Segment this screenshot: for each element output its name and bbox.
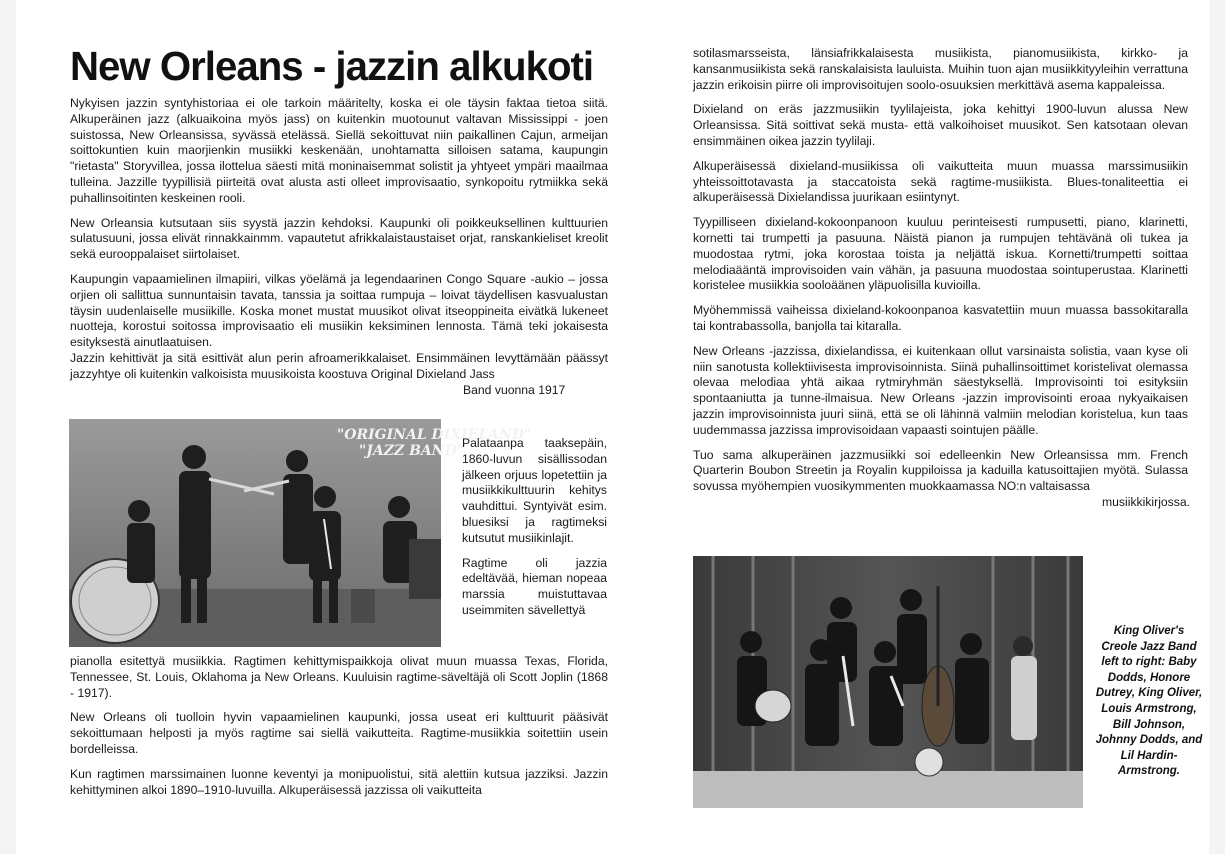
photo-caption-line-1: "ORIGINAL DIXIELAND"	[337, 427, 532, 443]
photo-king-oliver-band	[693, 556, 1083, 808]
paragraph-influences: sotilasmarsseista, länsiafrikkalaisesta musiikista, pianomusiikista, kirkko- ja kansanmusiikista sekä ranskalaisista lauluista. Muihin tuon ajan musiikkityyleihin verrattuna jazzin erikoisin piirre oli improvisoitujen soolo-osuuksien merkittävä asema kappaleissa.	[693, 46, 1188, 92]
photo-caption-king-oliver: King Oliver's Creole Jazz Band left to right: Baby Dodds, Honore Dutrey, King Oliver, Louis Armstrong, Bill Johnson, Johnny Dodds, and Lil Hardin-Armstrong.	[1095, 625, 1203, 778]
paragraph-ragtime-start: Ragtime oli jazzia edeltävää, hieman nopeaa marssia muistuttavaa useimmiten sävellettyä	[462, 555, 607, 617]
page-title: New Orleans - jazzin alkukoti	[70, 43, 594, 89]
photo-caption-line-2: "JAZZ BAND"	[359, 443, 465, 459]
paragraph-intro: Nykyisen jazzin syntyhistoriaa ei ole tarkoin määritelty, koska ei ole täysin faktaa tietoa siitä. Alkuperäinen jazz (alkuaikoina myös jass) on kuitenkin muotounut valtavan Mississippi - joen suistossa, New Orleansissa, syvässä etelässä. Siellä sekoittuvat niin paikallinen Cajun, armeijan soittokuntien kuin maorjienkin musiikki keskenään, unohtamatta silloisen satama, kaupungin "rietasta" Storyvillea, jossa ilottelua säesti mitä moninaisemmat solistit ja yhtyeet ympäri maailmaa tulleina. Jazzille tyypillisiä piirteitä ovat alusta asti olleet improvisaatio, synkopoitu rytmiikka sekä puhallinsoitinten keskeinen rooli.	[70, 96, 608, 205]
paragraph-civil-war: Palataanpa taaksepäin, 1860-luvun sisällissodan jälkeen orjuus lopetettiin ja musiikkikulttuurin kehitys vauhdittui. Syntyivät esim. bluesiksi ja ragtimeksi kutsutut musiikinlajit.	[462, 436, 607, 545]
left-column	[70, 42, 608, 398]
paragraph-liberal-city: New Orleans oli tuolloin hyvin vapaamielinen kaupunki, jossa useat eri kulttuurit pääsivät sekoittumaan helposti ja myös ragtime sai siellä vaikutteita. Ragtime-musiikkia soitettiin usein bordelleissa.	[70, 710, 608, 756]
paragraph-dixieland-influences: Alkuperäisessä dixieland-musiikissa oli vaikutteita muun muassa marssimusiikin yhteissoittotavasta ja staccatoista sekä ragtime-musiikista. Blues-tonaliteettia ei alkuperäisessä Dixielandissa juurikaan esiintynyt.	[693, 158, 1188, 205]
paragraph-cradle: New Orleansia kutsutaan siis syystä jazzin kehdoksi. Kaupunki oli poikkeuksellinen kulttuurien sulatusuuni, jossa elivät rinnakkainmm. vapautetut afrikkalaistaustaiset orjat, ranskankieliset kreolit sekä eurooppalaiset siirtolaiset.	[70, 215, 608, 262]
paragraph-later-phases: Myöhemmissä vaiheissa dixieland-kokoonpanoa kasvatettiin muun muassa bassokitaralla tai kontrabassolla, banjolla tai kitaralla.	[693, 303, 1188, 333]
paragraph-ragtime: pianolla esitettyä musiikkia. Ragtimen kehittymispaikkoja olivat muun muassa Texas, Florida, Tennessee, St. Louis, Oklahoma ja New Orleans. Kuuluisin ragtime-säveltäjä oli Scott Joplin (1868 - 1917).	[70, 654, 608, 700]
paragraph-ensemble: Tyypilliseen dixieland-kokoonpanoon kuuluu perinteisesti rumpusetti, piano, klarinetti, kornetti tai trumpetti ja pasuuna. Näistä pianon ja rumpujen tehtävänä oli tukea ja muodostaa rytmi, joka korostaa toista ja neljättä iskua. Kornetti/trumpetti soittaa melodiaääntä improvisoiden vain vähän, ja pasuuna muodostaa sointuperustaa. Klarinetti koristelee musiikkia sooloäänen yläpuolisilla kuvioilla.	[693, 215, 1188, 293]
paragraph-jazz-origin: Kun ragtimen marssimainen luonne keventyi ja monipuolistui, sitä alettiin kutsua jazziksi. Jazzin kehittyminen alkoi 1890–1910-luvuilla. Alkuperäisessä jazzissa oli vaikutteita	[70, 766, 608, 797]
left-column-bottom	[70, 654, 608, 807]
paragraph-collective-improvisation: New Orleans -jazzissa, dixielandissa, ei kuitenkaan ollut varsinaista solistia, vaan kyse oli niin sanotusta kollektiivisesta improvisoinnista. Siinä puhallinsoittimet koristelivat olemassa olevaa melodiaa yhtä aikaa rytmiryhmän säestyksellä. Improvisointi toi esityksiin spontaaniutta ja tunne-ilmaisua. New Orleans -jazzin improvisointi eroaa nykyaikaisen jazzin improvisoinnista juuri siinä, että se oli lähinnä valmiin melodian koristelua, kun taas uudemmassa jazzissa improvisoidaan vapaasti sointujen päälle.	[693, 343, 1188, 437]
photo-original-dixieland-jazz-band	[69, 419, 532, 647]
right-column	[693, 46, 1191, 511]
left-side-column	[462, 436, 607, 619]
paragraph-today-end: musiikkikirjossa.	[1102, 494, 1191, 509]
paragraph-congo-square: Kaupungin vapaamielinen ilmapiiri, vilkas yöelämä ja legendaarinen Congo Square -aukio – jossa orjien oli sallittua sunnuntaisin tavata, tanssia ja soittaa rumpuja – loivat täydellisen kasvualustan täysin uudenlaiselle musiikille. Koska monet mustat muusikot olivat itseoppineita eivätkä lukeneet nuotteja, korostui soitossa improvisaatio eli musiikin keksiminen lennosta. Tämä teki jokaisesta esityksestä ainutlaatuisen.	[70, 271, 608, 350]
paragraph-dixieland: Dixieland on eräs jazzmusiikin tyylilajeista, joka kehittyi 1900-luvun alussa New Orleansissa. Sitä soittivat sekä musta- että valkoihoiset muusikot. Sen katsotaan olevan ensimmäinen oikea jazzin tyylilaji.	[693, 102, 1188, 148]
paragraph-first-recording: Jazzin kehittivät ja sitä esittivät alun perin afroamerikkalaiset. Ensimmäinen levyttämään päässyt jazzyhtye oli kuitenkin valkoisista muusikoista koostuva Original Dixieland Jass	[70, 350, 608, 381]
paragraph-today: Tuo sama alkuperäinen jazzmusiikki soi edelleenkin New Orleansissa mm. French Quarterin Boubon Streetin ja Royalin kuppiloissa ja kaduilla katusoittajien myötä. Sulassa sovussa myöhempien vuosikymmenten muokkaamassa NO:n valtaisassa	[693, 447, 1188, 494]
paragraph-first-recording-end: Band vuonna 1917	[463, 382, 566, 397]
